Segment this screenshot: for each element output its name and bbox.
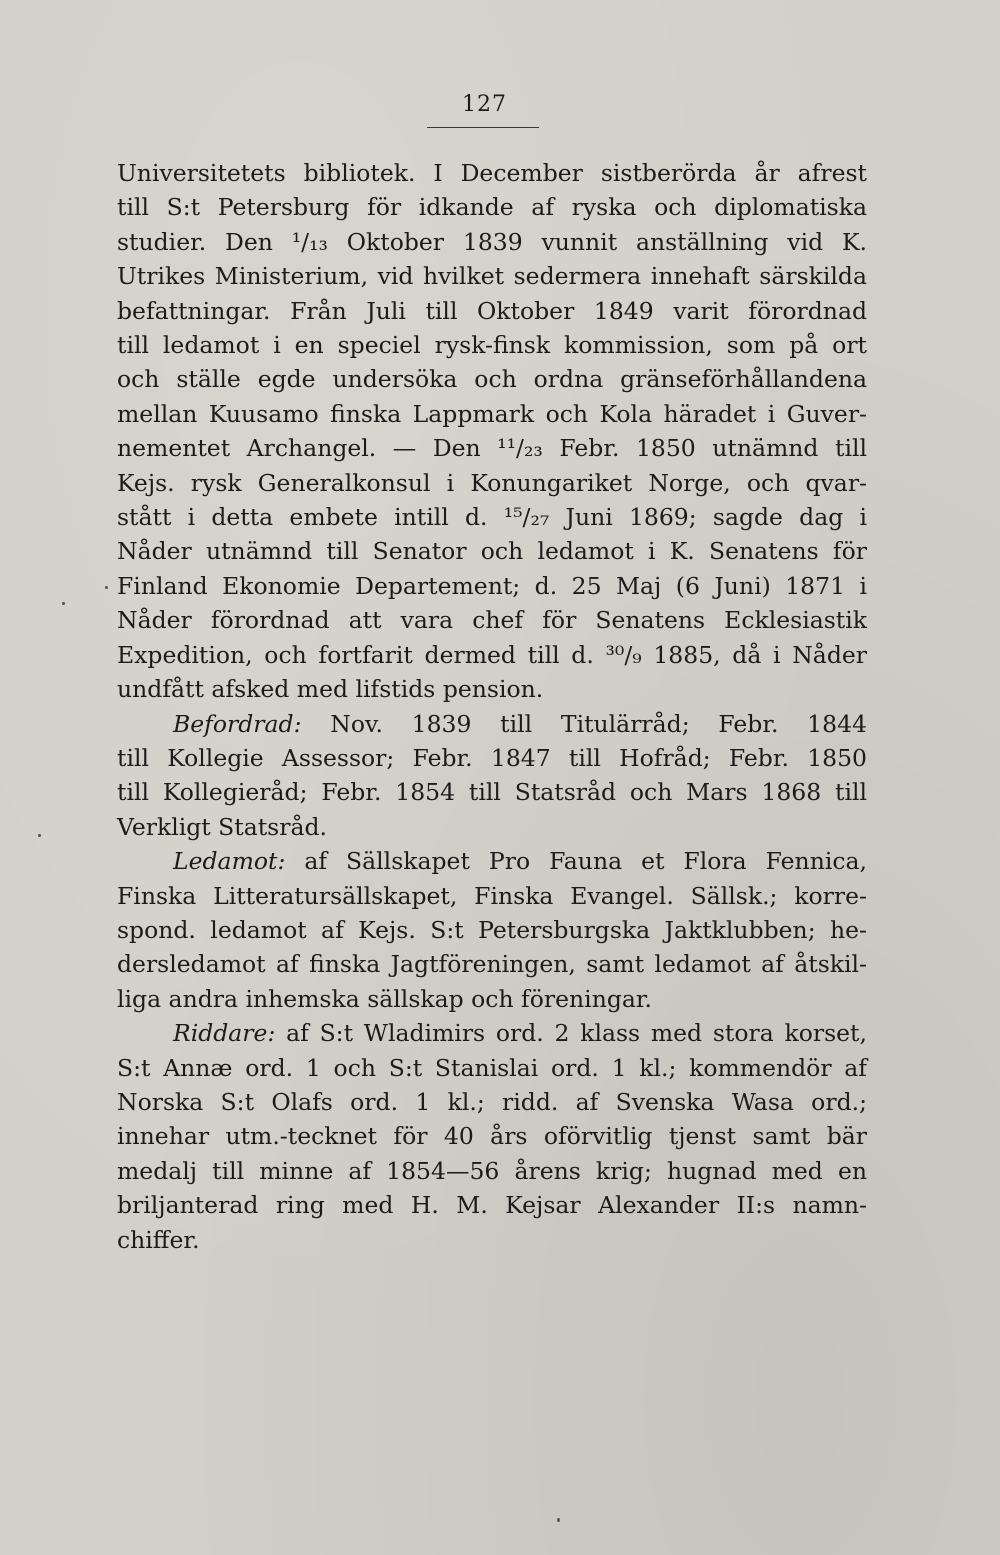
header-rule (427, 127, 539, 128)
befordrad-text: Nov. 1839 till Titulärråd; Febr. 1844 (330, 709, 867, 738)
paper-speck (105, 586, 108, 589)
befordrad-label: Befordrad: (173, 709, 302, 738)
text-line: dersledamot af finska Jagtföreningen, samt ledamot af åtskil- (117, 950, 867, 979)
text-line: Expedition, och fortfarit dermed till d. ³⁰/₉ 1885, då i Nåder (117, 640, 867, 669)
paper-speck (557, 1518, 560, 1522)
ledamot-text: af Sällskapet Pro Fauna et Flora Fennica, (304, 847, 867, 876)
text-line: mellan Kuusamo finska Lappmark och Kola häradet i Guver- (117, 399, 867, 428)
riddare-first-line (117, 1016, 867, 1050)
befordrad-first-line (117, 707, 867, 741)
ledamot-first-line (117, 844, 867, 878)
text-line: till S:t Petersburg för idkande af ryska och diplomatiska (117, 193, 867, 222)
paper-speck (62, 602, 65, 605)
text-line: chiffer. (117, 1225, 200, 1254)
text-line: Kejs. rysk Generalkonsul i Konungariket Norge, och qvar- (117, 468, 867, 497)
text-line: Universitetets bibliotek. I December sistberörda år afrest (117, 159, 867, 187)
text-line: Utrikes Ministerium, vid hvilket sedermera innehaft särskilda (117, 262, 867, 291)
text-line: medalj till minne af 1854—56 årens krig; hugnad med en (117, 1156, 867, 1185)
text-line: S:t Annæ ord. 1 och S:t Stanislai ord. 1 kl.; kommendör af (117, 1053, 867, 1082)
text-line: till ledamot i en speciel rysk-finsk kommission, som på ort (117, 331, 867, 360)
text-line: Finska Litteratursällskapet, Finska Evangel. Sällsk.; korre- (117, 881, 867, 910)
text-line: befattningar. Från Juli till Oktober 1849 varit förordnad (117, 296, 867, 325)
text-line: stått i detta embete intill d. ¹⁵/₂₇ Juni 1869; sagde dag i (117, 503, 867, 532)
text-line: Nåder förordnad att vara chef för Senatens Ecklesiastik (117, 606, 867, 635)
text-line: briljanterad ring med H. M. Kejsar Alexander II:s namn- (117, 1191, 867, 1220)
paper-speck (38, 834, 41, 837)
text-line: och ställe egde undersöka och ordna gränseförhållandena (117, 365, 867, 394)
riddare-text: af S:t Wladimirs ord. 2 klass med stora korset, (286, 1019, 867, 1048)
page-number: 127 (462, 92, 507, 117)
text-line: Verkligt Statsråd. (117, 812, 327, 841)
text-line: Finland Ekonomie Departement; d. 25 Maj (6 Juni) 1871 i (117, 571, 867, 600)
text-line: till Kollegieråd; Febr. 1854 till Statsråd och Mars 1868 till (117, 778, 867, 807)
text-line: till Kollegie Assessor; Febr. 1847 till Hofråd; Febr. 1850 (117, 743, 867, 772)
text-line: liga andra inhemska sällskap och föreningar. (117, 984, 653, 1013)
riddare-label: Riddare: (173, 1019, 276, 1048)
text-line: nementet Archangel. — Den ¹¹/₂₃ Febr. 1850 utnämnd till (117, 434, 867, 463)
text-line: Norska S:t Olafs ord. 1 kl.; ridd. af Svenska Wasa ord.; (117, 1087, 867, 1116)
text-line: spond. ledamot af Kejs. S:t Petersburgska Jaktklubben; he- (117, 915, 867, 944)
text-line: innehar utm.-tecknet för 40 års oförvitlig tjenst samt bär (117, 1122, 867, 1151)
text-line: studier. Den ¹/₁₃ Oktober 1839 vunnit anställning vid K. (117, 227, 867, 256)
text-line: undfått afsked med lifstids pension. (117, 675, 544, 704)
text-line: Nåder utnämnd till Senator och ledamot i K. Senatens för (117, 537, 867, 566)
ledamot-label: Ledamot: (173, 847, 286, 876)
body-text (117, 156, 867, 1257)
